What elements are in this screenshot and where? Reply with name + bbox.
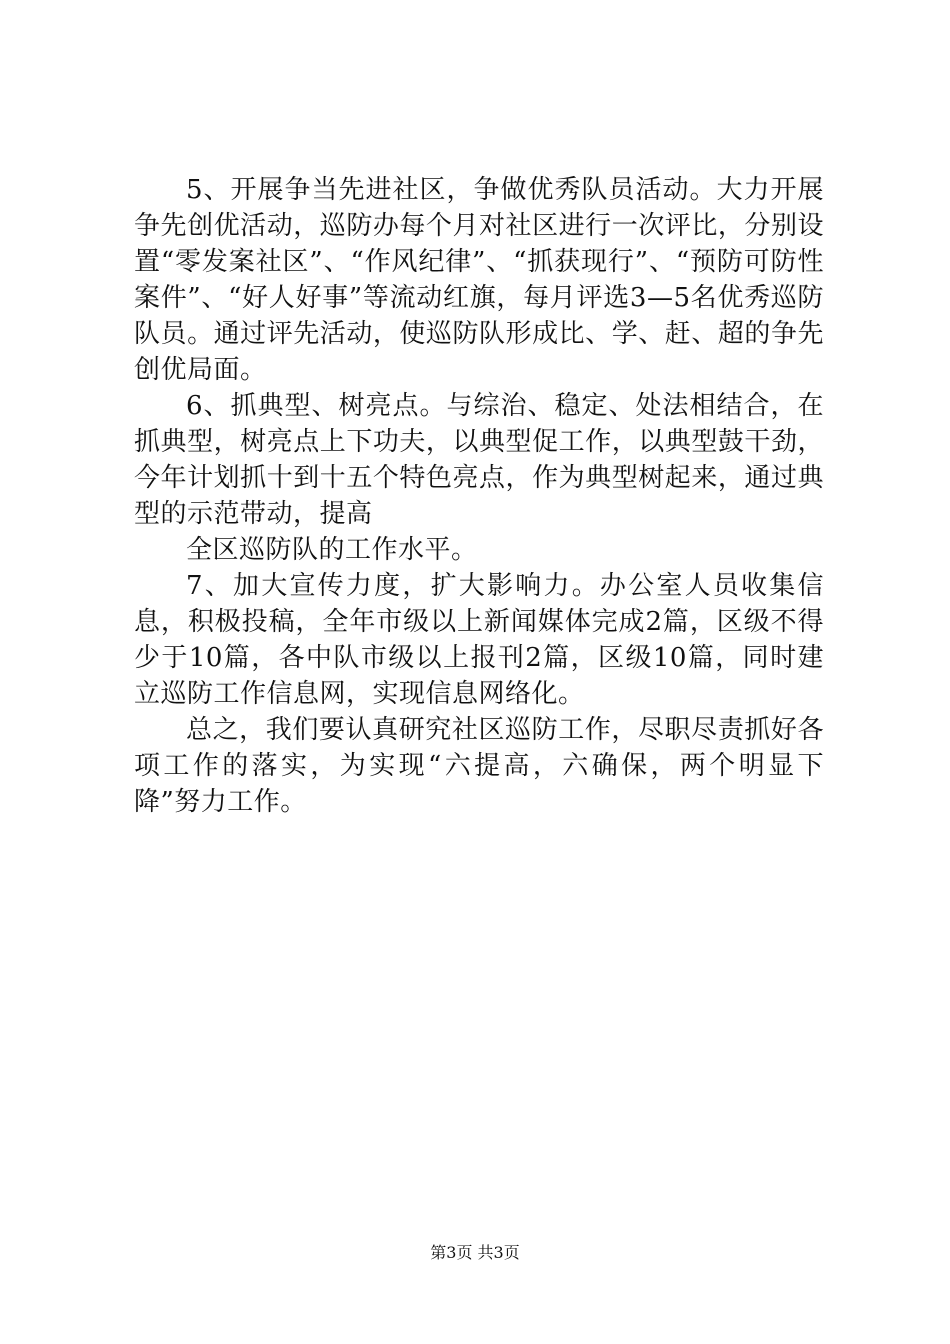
paragraph-item-6-continued: 全区巡防队的工作水平。: [186, 535, 478, 565]
page-footer: [0, 1243, 950, 1263]
paragraph-item-5: 5、开展争当先进社区，争做优秀队员活动。大力开展争先创优活动，巡防办每个月对社区进行一次评比，分别设置“零发案社区”、“作风纪律”、“抓获现行”、“预防可防性案件”、“好人好事”等流动红旗，每月评选3—5名优秀巡防队员。通过评先活动，使巡防队形成比、学、赶、超的争先创优局面。: [134, 175, 824, 385]
paragraph-item-6: 6、抓典型、树亮点。与综治、稳定、处法相结合，在抓典型，树亮点上下功夫，以典型促工作，以典型鼓干劲，今年计划抓十到十五个特色亮点，作为典型树起来，通过典型的示范带动，提高: [134, 391, 824, 529]
paragraph-item-7: 7、加大宣传力度，扩大影响力。办公室人员收集信息，积极投稿，全年市级以上新闻媒体完成2篇，区级不得少于10篇，各中队市级以上报刊2篇，区级10篇，同时建立巡防工作信息网，实现信息网络化。: [134, 571, 824, 709]
page-total: 共3页: [477, 1243, 520, 1262]
page-number: 第3页: [430, 1243, 473, 1262]
document-body: [134, 172, 824, 820]
paragraph-conclusion: 总之，我们要认真研究社区巡防工作，尽职尽责抓好各项工作的落实，为实现“六提高，六确保，两个明显下降”努力工作。: [134, 715, 824, 817]
